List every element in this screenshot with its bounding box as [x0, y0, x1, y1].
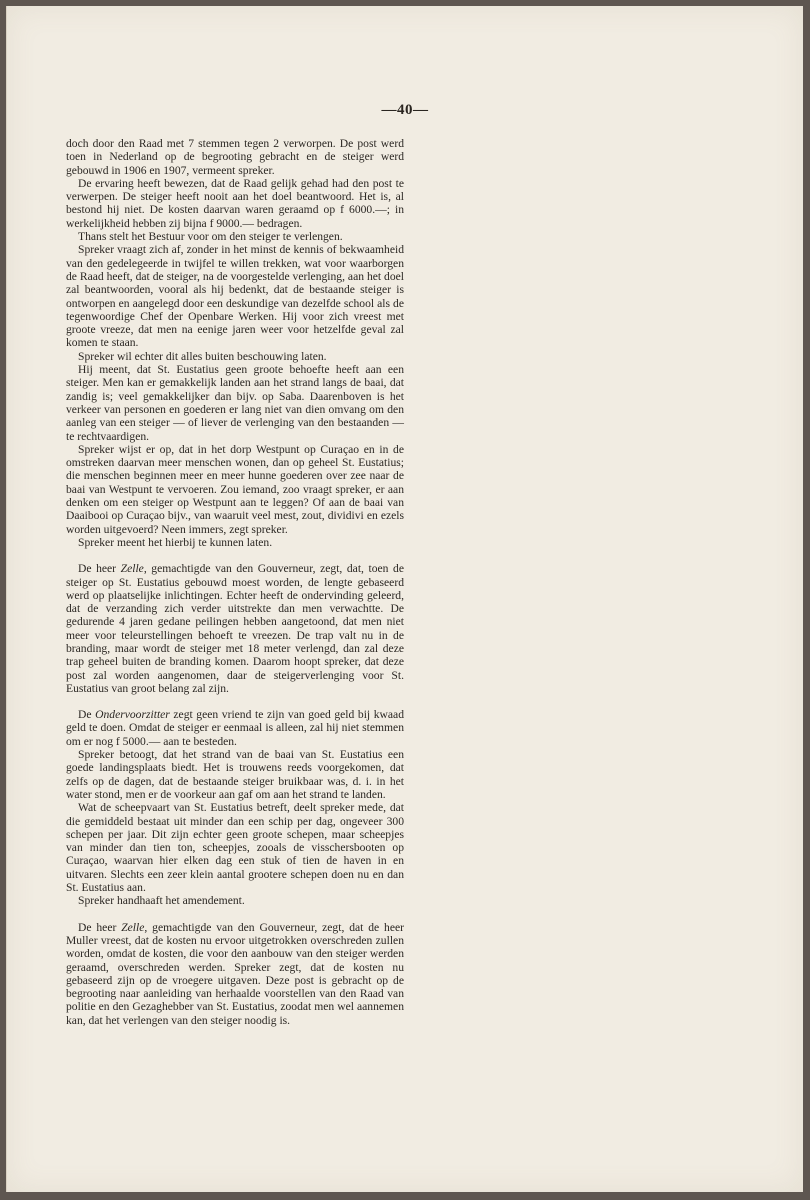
paragraph: Spreker meent het hierbij te kunnen laten. [78, 535, 273, 549]
paragraph: De heer Zelle, gemachtigde van den Gouverneur, zegt, dat, toen de steiger op St. Eustatius gebouwd moest worden, de lengte gebaseerd werd op plaatselijke inlichtingen. Echter heeft de ondervinding geleerd, dat de verzanding zich verder uitstrekte dan men verwachtte. De gedurende 4 jaren gedane peilingen hebben aangetoond, dat men niet meer voor teleurstellingen behoeft te vreezen. De trap valt nu in de branding, maar wordt de steiger met 18 meter verlengd, dan zal deze trap geheel buiten de branding komen. Daarom hoopt spreker, dat deze post zal worden aangenomen, daar de steigerverlenging voor St. Eustatius van groot belang zal zijn. [66, 562, 404, 695]
paragraph: Spreker vraagt zich af, zonder in het minst de kennis of bekwaamheid van den gedelegeerde in twijfel te willen trekken, wat voor waarborgen de Raad heeft, dat de steiger, na de voorgestelde verlenging, aan het doel zal beantwoorden, vooral als hij bedenkt, dat de bestaande steiger is ontworpen en aangelegd door een deskundige van dezelfde school als de tegenwoordige Chef der Openbare Werken. Hij voor zich vreest met groote vreeze, dat men na eenige jaren weer voor hetzelfde geval zal komen te staan. [66, 243, 404, 350]
paragraph: Spreker wil echter dit alles buiten beschouwing laten. [78, 349, 327, 363]
paragraph: De Ondervoorzitter zegt geen vriend te zijn van goed geld bij kwaad geld te doen. Omdat de steiger er eenmaal is alleen, zal hij niet stemmen om er nog f 5000.— aan te besteden. [66, 708, 404, 748]
paragraph: doch door den Raad met 7 stemmen tegen 2 verworpen. De post werd toen in Nederland op de begrooting gebracht en de steiger werd gebouwd in 1906 en 1907, vermeent spreker. [66, 137, 404, 177]
paragraph: Wat de scheepvaart van St. Eustatius betreft, deelt spreker mede, dat die gemiddeld bestaat uit minder dan een schip per dag, ongeveer 300 schepen per jaar. Dit zijn echter geen groote schepen, maar scheepjes van minder dan tien ton, scheepjes, zooals de visschersbooten op Curaçao, waarvan hier elken dag een stuk of tien de haven in en uitvaren. Slechts een zeer klein aantal grootere schepen doen nu en dan St. Eustatius aan. [66, 801, 404, 895]
document-page [6, 6, 803, 1192]
paragraph: De ervaring heeft bewezen, dat de Raad gelijk gehad had den post te verwerpen. De steiger heeft nooit aan het doel beantwoord. Het is, al bestond hij niet. De kosten daarvan waren geraamd op f 6000.—; in werkelijkheid hebben zij bijna f 9000.— bedragen. [66, 176, 404, 230]
paragraph: Thans stelt het Bestuur voor om den steiger te verlengen. [78, 230, 343, 244]
paragraph: Spreker handhaaft het amendement. [78, 894, 245, 908]
paragraph: Hij meent, dat St. Eustatius geen groote behoefte heeft aan een steiger. Men kan er gemakkelijk landen aan het strand langs de baai, dat zandig is; veel gemakkelijker dan bijv. op Saba. Daarenboven is het verkeer van personen en goederen er lang niet van dien omvang om den aanleg van een steiger — of liever de verlenging van den bestaanden — te rechtvaardigen. [66, 363, 404, 443]
body-text [66, 137, 404, 1027]
paragraph: Spreker wijst er op, dat in het dorp Westpunt op Curaçao en in de omstreken daarvan meer menschen wonen, dan op geheel St. Eustatius; die menschen beginnen meer en meer hunne goederen over zee naar de baai van Westpunt te vervoeren. Zou iemand, zoo vraagt spreker, er aan denken om een steiger op Westpunt aan te leggen? Of aan de baai van Daaibooi op Curaçao bijv., van waaruit veel mest, zout, dividivi en ezels worden uitgevoerd? Neen immers, zegt spreker. [66, 442, 404, 536]
paragraph: De heer Zelle, gemachtigde van den Gouverneur, zegt, dat de heer Muller vreest, dat de kosten nu ervoor uitgetrokken overschreden zullen worden, omdat de kosten, die voor den aanbouw van den steiger werden geraamd, overschreden werden. Spreker zegt, dat de kosten nu gebaseerd zijn op de vroegere uitgaven. Deze post is gebracht op de begrooting naar aanleiding van herhaalde voorstellen van den Raad van politie en den Gezaghebber van St. Eustatius, zoodat men wel aannemen kan, dat het verlengen van den steiger noodig is. [66, 920, 404, 1027]
page-number: —40— [381, 102, 429, 118]
paragraph: Spreker betoogt, dat het strand van de baai van St. Eustatius een goede landingsplaats biedt. Het is trouwens reeds voorgekomen, dat zelfs op de dagen, dat de bestaande steiger bruikbaar was, d. i. in het water stond, men er de voorkeur aan gaf om aan het strand te landen. [66, 748, 404, 801]
